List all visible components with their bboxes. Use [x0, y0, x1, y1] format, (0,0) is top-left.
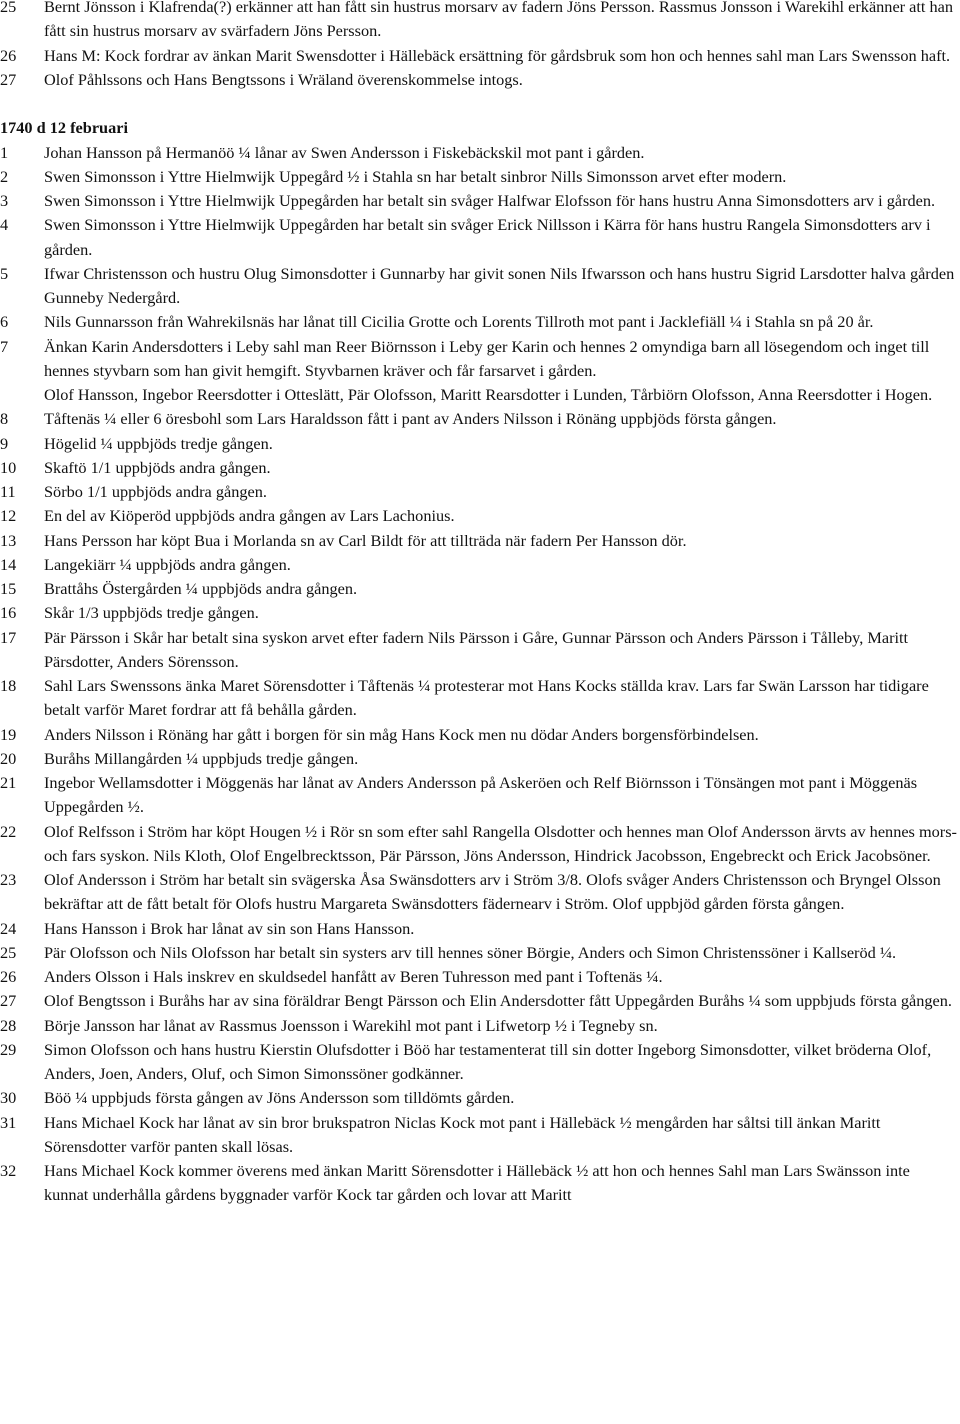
protocol-entry: [0, 310, 960, 334]
entry-text: Swen Simonsson i Yttre Hielmwijk Uppegård ½ i Stahla sn har betalt sinbror Nills Simonsson arvet efter modern.: [44, 166, 787, 186]
entry-number: 13: [0, 530, 17, 550]
entry-text: Skaftö 1/1 uppbjöds andra gången.: [44, 457, 271, 477]
entry-number: 21: [0, 773, 17, 792]
entry-text: Hans Hansson i Brok har lånat av sin son Hans Hansson.: [44, 918, 415, 938]
protocol-entry: [0, 480, 960, 504]
entry-list-1740-part1: [0, 141, 960, 384]
protocol-entry: [0, 989, 960, 1013]
entry-number: 14: [0, 554, 17, 574]
entry-number: 29: [0, 1039, 17, 1059]
entry-text: Langekiärr ¼ uppbjöds andra gången.: [44, 554, 291, 574]
entry-text: Hans Michael Kock kommer överens med änkan Maritt Sörensdotter i Hällebäck ½ att hon och hennes Sahl man Lars Swänsson inte kunnat underhålla gårdens byggnader varför Kock tar gården och lovar att Maritt: [44, 1161, 910, 1205]
entry-text: Tåftenäs ¼ eller 6 öresbohl som Lars Haraldsson fått i pant av Anders Nilsson i Rönäng uppbjöds första gången.: [44, 409, 777, 429]
entry-number: 5: [0, 263, 9, 283]
entry-number: 27: [0, 69, 17, 89]
protocol-entry: [0, 456, 960, 480]
protocol-entry: [0, 941, 960, 965]
entry-number: 15: [0, 579, 17, 598]
entry-text: Anders Nilsson i Rönäng har gått i borgen för sin måg Hans Kock men nu dödar Anders borgensförbindelsen.: [44, 724, 759, 744]
entry-text: Olof Relfsson i Ström har köpt Hougen ½ i Rör sn som efter sahl Rangella Olsdotter och hennes man Olof Andersson ärvts av hennes mors- och fars syskon. Nils Kloth, Olof Engelbrecktsson, Pär Pärsson, Jöns Andersson, Hindrick Jacobsson, Engebreckt och Erick Jacobsöner.: [44, 821, 957, 865]
entry-number: 4: [0, 215, 9, 235]
protocol-entry: [0, 165, 960, 189]
protocol-entry: [0, 1014, 960, 1038]
entry-text: Böö ¼ uppbjuds första gången av Jöns Andersson som tilldömts gården.: [44, 1088, 515, 1108]
entry-number: 6: [0, 312, 9, 332]
protocol-entry: [0, 68, 960, 92]
entry-number: 25: [0, 942, 17, 962]
protocol-entry: [0, 407, 960, 431]
entry-text: Bernt Jönsson i Klafrenda(?) erkänner att han fått sin hustrus morsarv av fadern Jöns Persson. Rassmus Jonsson i Warekihl erkänner att han fått sin hustrus morsarv av svärfadern Jöns Persson.: [44, 0, 954, 41]
entry-text: Ifwar Christensson och hustru Olug Simonsdotter i Gunnarby har givit sonen Nils Ifwarsson och hans hustru Sigrid Larsdotter halva gården Gunneby Nedergård.: [44, 263, 955, 307]
section-heading-date: 1740 d 12 februari: [0, 118, 128, 138]
entry-number: 16: [0, 603, 17, 623]
entry-text: Högelid ¼ uppbjöds tredje gången.: [44, 433, 273, 453]
entry-text: Buråhs Millangården ¼ uppbjuds tredje gången.: [44, 748, 359, 768]
protocol-entry: [0, 141, 960, 165]
entry-number: 8: [0, 409, 9, 429]
protocol-entry: [0, 553, 960, 577]
protocol-entry: [0, 189, 960, 213]
entry-text: Hans Persson har köpt Bua i Morlanda sn av Carl Bildt för att tillträda när fadern Per Hansson dör.: [44, 530, 687, 550]
entry-text: Sahl Lars Swenssons änka Maret Sörensdotter i Tåftenäs ¼ protesterar mot Hans Kocks ställda krav. Lars far Swän Larsson har tidigare betalt varför Maret fordrar att få behålla gården.: [44, 676, 929, 720]
protocol-entry: [0, 44, 960, 68]
entry-text: Anders Olsson i Hals inskrev en skuldsedel hanfått av Beren Tuhresson med pant i Toftenäs ¼.: [44, 967, 663, 986]
protocol-entry: [0, 1159, 960, 1208]
protocol-entry: [0, 917, 960, 941]
protocol-entry: [0, 868, 960, 917]
entry-number: 23: [0, 870, 17, 889]
protocol-entry: [0, 504, 960, 528]
entry-number: 28: [0, 1015, 17, 1035]
protocol-entry: [0, 432, 960, 456]
protocol-entry: [0, 747, 960, 771]
entry-number: 30: [0, 1088, 17, 1108]
entry-number: 7: [0, 336, 9, 356]
entry-text: Börje Jansson har lånat av Rassmus Joensson i Warekihl mot pant i Lifwetorp ½ i Tegneby sn.: [44, 1015, 658, 1035]
entry-text: Johan Hansson på Hermanöö ¼ lånar av Swen Andersson i Fiskebäckskil mot pant i gården.: [44, 142, 645, 162]
entry-number: 32: [0, 1161, 17, 1180]
protocol-entry: [0, 820, 960, 869]
protocol-entry: [0, 1111, 960, 1160]
entry-number: 20: [0, 748, 17, 768]
protocol-entry: [0, 1086, 960, 1110]
protocol-entry: [0, 335, 960, 384]
entry-7-signatories: Olof Hansson, Ingebor Reersdotter i Otteslätt, Pär Olofsson, Maritt Rearsdotter i Lunden, Tårbiörn Olofsson, Anna Reersdotter i Hogen.: [44, 385, 933, 404]
entry-text: Pär Pärsson i Skår har betalt sina syskon arvet efter fadern Nils Pärsson i Gåre, Gunnar Pärsson och Anders Pärsson i Tålleby, Maritt Pärsdotter, Anders Sörensson.: [44, 627, 909, 671]
protocol-entry: [0, 771, 960, 820]
protocol-entry: [0, 577, 960, 601]
entry-number: 3: [0, 191, 9, 210]
entry-text: Sörbo 1/1 uppbjöds andra gången.: [44, 482, 267, 501]
entry-number: 26: [0, 967, 17, 986]
entry-text: Hans Michael Kock har lånat av sin bror brukspatron Niclas Kock mot pant i Hällebäck ½ mengården har såltsi till änkan Maritt Sörensdotter varför panten skall lösas.: [44, 1112, 881, 1156]
entry-number: 24: [0, 918, 17, 938]
entry-text: Brattåhs Östergården ¼ uppbjöds andra gången.: [44, 579, 358, 598]
entry-number: 10: [0, 457, 17, 477]
protocol-entry: [0, 723, 960, 747]
entry-text: Swen Simonsson i Yttre Hielmwijk Uppegården har betalt sin svåger Halfwar Elofsson för hans hustru Anna Simonsdotters arv i gården.: [44, 191, 936, 210]
protocol-entry: [0, 965, 960, 989]
entry-number: 17: [0, 627, 17, 647]
entry-text: Simon Olofsson och hans hustru Kierstin Olufsdotter i Böö har testamenterat till sin dotter Ingeborg Simonsdotter, vilket bröderna Olof, Anders, Joen, Anders, Oluf, och Simon Simonssöner godkänner.: [44, 1039, 932, 1083]
entry-number: 19: [0, 724, 17, 744]
entry-text: Olof Påhlssons och Hans Bengtssons i Wräland överenskommelse intogs.: [44, 69, 523, 89]
entry-number: 25: [0, 0, 17, 16]
entry-text: Ingebor Wellamsdotter i Möggenäs har lånat av Anders Andersson på Askeröen och Relf Biörnsson i Tönsängen mot pant i Möggenäs Uppegården ½.: [44, 773, 918, 817]
entry-number: 11: [0, 482, 16, 501]
entry-number: 18: [0, 676, 17, 695]
entry-text: Änkan Karin Andersdotters i Leby sahl man Reer Biörnsson i Leby ger Karin och hennes 2 omyndiga barn all lösegendom och inget till hennes styvbarn som han givit hemgift. Styvbarnen kräver och får farsarvet i gården.: [44, 336, 930, 380]
entry-number: 12: [0, 506, 17, 526]
entry-number: 9: [0, 433, 9, 453]
protocol-entry: [0, 626, 960, 675]
entry-text: Swen Simonsson i Yttre Hielmwijk Uppegården har betalt sin svåger Erick Nillsson i Kärra för hans hustru Rangela Simonsdotters arv i gården.: [44, 215, 931, 259]
entry-number: 27: [0, 991, 17, 1011]
entry-number: 26: [0, 45, 17, 65]
entry-number: 31: [0, 1112, 17, 1132]
protocol-entry: [0, 674, 960, 723]
protocol-entry: [0, 213, 960, 262]
entry-number: 1: [0, 142, 9, 162]
entry-list-1740-part2: [0, 407, 960, 1207]
protocol-entry: [0, 0, 960, 44]
entry-text: Nils Gunnarsson från Wahrekilsnäs har lånat till Cicilia Grotte och Lorents Tillroth mot pant i Jacklefiäll ¼ i Stahla sn på 20 år.: [44, 312, 874, 332]
protocol-entry: [0, 529, 960, 553]
entry-text: Hans M: Kock fordrar av änkan Marit Swensdotter i Hällebäck ersättning för gårdsbruk som hon och hennes sahl man Lars Swensson haft.: [44, 45, 951, 65]
entry-text: En del av Kiöperöd uppbjöds andra gången av Lars Lachonius.: [44, 506, 455, 526]
entry-text: Skår 1/3 uppbjöds tredje gången.: [44, 603, 259, 623]
entry-number: 2: [0, 166, 9, 186]
entry-number: 22: [0, 821, 17, 841]
protocol-entry: [0, 1038, 960, 1087]
entry-text: Pär Olofsson och Nils Olofsson har betalt sin systers arv till hennes söner Börgie, Anders och Simon Christenssöner i Kallseröd ¼.: [44, 942, 897, 962]
entry-list-before-heading: [0, 0, 960, 92]
entry-text: Olof Bengtsson i Buråhs har av sina föräldrar Bengt Pärsson och Elin Andersdotter fått Uppegården Buråhs ¼ som uppbjuds första gången.: [44, 991, 952, 1011]
protocol-entry: [0, 601, 960, 625]
protocol-entry: [0, 262, 960, 311]
entry-text: Olof Andersson i Ström har betalt sin svägerska Åsa Swänsdotters arv i Ström 3/8. Olofs svåger Anders Christensson och Bryngel Olsson bekräftar att de fått betalt för Olofs hustru Margareta Swänsdotters fädernearv i Ström. Olof uppbjöd gården första gången.: [44, 870, 941, 914]
